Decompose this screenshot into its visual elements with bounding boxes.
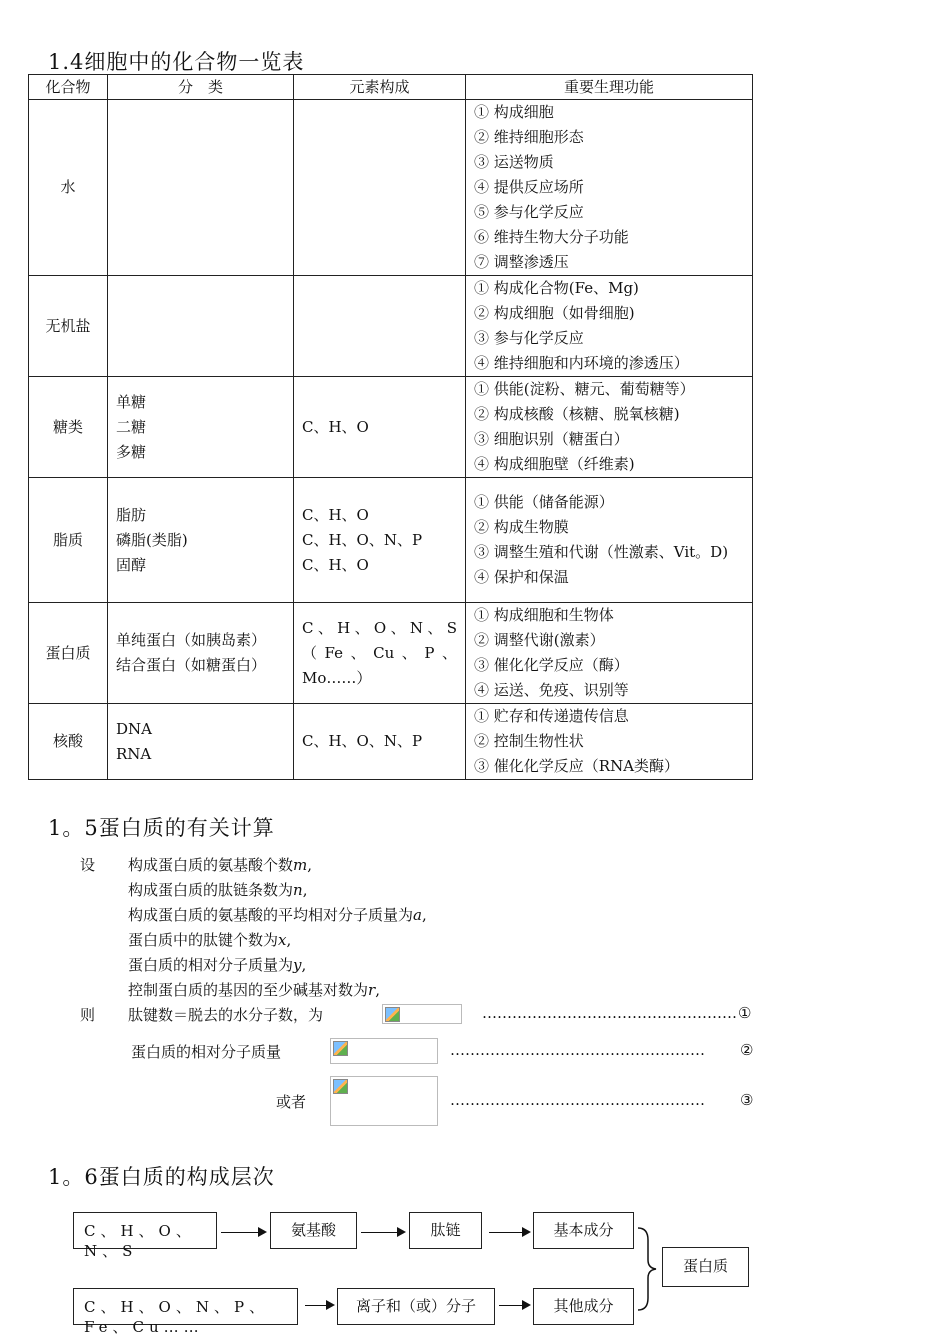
- box-elements-2-text: C、H、O、N、P、Fe、Cu……: [84, 1298, 270, 1336]
- given-post: ,: [302, 881, 308, 899]
- elements-cell: [294, 478, 466, 603]
- table-row: [29, 377, 753, 478]
- function-line: ② 构成细胞（如骨细胞): [474, 304, 635, 322]
- box-elements-2: [73, 1288, 298, 1336]
- broken-image-icon: [333, 1079, 348, 1094]
- function-line: ④ 运送、免疫、识别等: [474, 681, 629, 699]
- given-line: [128, 904, 427, 925]
- elements-line: C、H、O: [302, 417, 369, 436]
- given-post: ,: [286, 931, 292, 949]
- given-pre: 构成蛋白质的氨基酸的平均相对分子质量为: [128, 906, 414, 924]
- elements-line: C、H、O: [302, 555, 369, 574]
- function-line: ① 构成细胞: [474, 103, 554, 121]
- elements-line: C、H、O、N、S（Fe、Cu、P、Mo……）: [302, 618, 457, 687]
- given-var: r: [368, 981, 376, 999]
- function-line: ① 构成细胞和生物体: [474, 606, 614, 624]
- function-cell: [466, 478, 753, 603]
- function-line: ④ 保护和保温: [474, 568, 569, 586]
- given-var: m: [293, 856, 308, 874]
- section-15-title: 1。5蛋白质的有关计算: [48, 816, 275, 840]
- given-post: ,: [375, 981, 380, 999]
- formula-image-1: [382, 1004, 462, 1024]
- function-line: ③ 参与化学反应: [474, 329, 584, 347]
- box-peptide: [409, 1212, 482, 1249]
- box-protein: [662, 1247, 749, 1287]
- equation-3-label: 或者: [276, 1093, 307, 1111]
- arrow-1: [221, 1232, 265, 1233]
- then-word: 则: [80, 1006, 96, 1024]
- category-cell: [108, 603, 294, 704]
- given-pre: 控制蛋白质的基因的至少碱基对数为: [128, 981, 369, 999]
- arrow-3: [489, 1232, 529, 1233]
- elements-cell: [294, 377, 466, 478]
- formula-image-2: [330, 1038, 438, 1064]
- compound-name: 无机盐: [29, 276, 108, 377]
- category-cell: [108, 276, 294, 377]
- box-ions-molecules-text: 离子和（或）分子: [355, 1297, 476, 1315]
- arrow-4: [305, 1305, 333, 1306]
- given-line: [128, 954, 306, 975]
- header-function: 重要生理功能: [466, 75, 753, 100]
- function-cell: [466, 603, 753, 704]
- box-amino-acid: [270, 1212, 357, 1249]
- category-line: 二糖: [116, 417, 147, 436]
- function-line: ⑤ 参与化学反应: [474, 203, 584, 221]
- given-post: ,: [421, 906, 427, 924]
- box-basic-component-text: 基本成分: [553, 1221, 614, 1239]
- function-line: ① 贮存和传递遗传信息: [474, 707, 629, 725]
- function-cell: [466, 704, 753, 780]
- table-row: [29, 704, 753, 780]
- function-line: ① 构成化合物(Fe、Mg): [474, 279, 639, 297]
- given-post: ,: [301, 956, 307, 974]
- box-elements-1-text: C、H、O、N、S: [84, 1222, 196, 1260]
- given-pre: 构成蛋白质的氨基酸个数: [128, 856, 294, 874]
- category-cell: [108, 478, 294, 603]
- category-line: 单糖: [116, 392, 147, 411]
- elements-cell: [294, 603, 466, 704]
- category-cell: [108, 704, 294, 780]
- dots-1: ……………………………………………: [482, 1004, 737, 1022]
- box-ions-molecules: [337, 1288, 495, 1325]
- section-14-title: 1.4细胞中的化合物一览表: [48, 50, 305, 74]
- function-cell: [466, 100, 753, 276]
- table-row: [29, 276, 753, 377]
- function-line: ② 构成生物膜: [474, 518, 569, 536]
- given-line: [128, 929, 291, 950]
- header-elements: 元素构成: [294, 75, 466, 100]
- elements-line: C、H、O: [302, 505, 369, 524]
- brace: [636, 1226, 660, 1312]
- compound-table: [28, 74, 753, 780]
- box-basic-component: [533, 1212, 634, 1249]
- function-line: ③ 催化化学反应（酶）: [474, 656, 629, 674]
- function-line: ② 调整代谢(激素）: [474, 631, 605, 649]
- function-line: ④ 维持细胞和内环境的渗透压）: [474, 354, 689, 372]
- category-line: 结合蛋白（如糖蛋白）: [116, 656, 267, 674]
- box-other-component: [533, 1288, 634, 1325]
- box-other-component-text: 其他成分: [553, 1297, 614, 1315]
- box-peptide-text: 肽链: [430, 1221, 461, 1239]
- compound-name: 脂质: [29, 478, 108, 603]
- function-cell: [466, 377, 753, 478]
- elements-line: C、H、O、N、P: [302, 732, 423, 750]
- category-line: 固醇: [116, 555, 147, 574]
- given-var: a: [413, 906, 422, 924]
- dots-3: ……………………………………………: [450, 1091, 705, 1109]
- function-line: ③ 调整生殖和代谢（性激素、Vit。D): [474, 543, 729, 561]
- header-compound: 化合物: [29, 75, 108, 100]
- table-row: [29, 100, 753, 276]
- function-line: ④ 构成细胞壁（纤维素): [474, 455, 635, 473]
- given-line: [128, 979, 380, 1000]
- function-line: ③ 催化化学反应（RNA类酶）: [474, 757, 680, 775]
- category-line: RNA: [116, 744, 152, 763]
- elements-cell: [294, 100, 466, 276]
- elements-line: C、H、O、N、P: [302, 530, 423, 549]
- dots-2: ……………………………………………: [450, 1041, 705, 1059]
- compound-name: 水: [29, 100, 108, 276]
- function-line: ④ 提供反应场所: [474, 178, 584, 196]
- broken-image-icon: [333, 1041, 348, 1056]
- formula-image-3: [330, 1076, 438, 1126]
- table-header-row: [29, 75, 753, 100]
- table-row: [29, 603, 753, 704]
- category-line: 磷脂(类脂): [116, 530, 188, 549]
- given-line: [128, 854, 312, 875]
- broken-image-icon: [385, 1007, 400, 1022]
- given-var: n: [293, 881, 303, 899]
- function-line: ① 供能（储备能源）: [474, 493, 614, 511]
- arrow-2: [361, 1232, 404, 1233]
- function-line: ③ 运送物质: [474, 153, 554, 171]
- given-pre: 构成蛋白质的肽链条数为: [128, 881, 294, 899]
- function-line: ① 供能(淀粉、糖元、葡萄糖等）: [474, 380, 695, 398]
- given-var: y: [293, 956, 302, 974]
- header-category: 分 类: [108, 75, 294, 100]
- function-line: ⑦ 调整渗透压: [474, 253, 569, 271]
- compound-name: 糖类: [29, 377, 108, 478]
- function-line: ② 维持细胞形态: [474, 128, 584, 146]
- mark-3: ③: [740, 1091, 754, 1109]
- elements-cell: [294, 704, 466, 780]
- table-row: [29, 478, 753, 603]
- given-pre: 蛋白质的相对分子质量为: [128, 956, 294, 974]
- elements-cell: [294, 276, 466, 377]
- function-line: ② 控制生物性状: [474, 732, 584, 750]
- mark-1: ①: [738, 1004, 752, 1022]
- function-line: ⑥ 维持生物大分子功能: [474, 228, 629, 246]
- category-line: DNA: [116, 719, 152, 738]
- function-cell: [466, 276, 753, 377]
- compound-name: 蛋白质: [29, 603, 108, 704]
- box-elements-1: [73, 1212, 217, 1260]
- given-post: ,: [307, 856, 313, 874]
- given-line: [128, 879, 307, 900]
- arrow-5: [499, 1305, 529, 1306]
- category-cell: [108, 377, 294, 478]
- category-line: 脂肪: [116, 505, 147, 524]
- given-pre: 蛋白质中的肽键个数为: [128, 931, 279, 949]
- function-line: ② 构成核酸（核糖、脱氧核糖): [474, 405, 680, 423]
- given-var: x: [278, 931, 287, 949]
- mark-2: ②: [740, 1041, 754, 1059]
- box-amino-acid-text: 氨基酸: [290, 1221, 336, 1239]
- box-protein-text: 蛋白质: [682, 1257, 728, 1275]
- category-cell: [108, 100, 294, 276]
- category-line: 多糖: [116, 442, 147, 461]
- compound-name: 核酸: [29, 704, 108, 780]
- section-16-title: 1。6蛋白质的构成层次: [48, 1165, 275, 1189]
- equation-2-label: 蛋白质的相对分子质量: [131, 1043, 282, 1061]
- equation-1-label: 肽键数＝脱去的水分子数，为: [128, 1006, 324, 1024]
- category-line: 单纯蛋白（如胰岛素）: [116, 631, 267, 649]
- function-line: ③ 细胞识别（糖蛋白）: [474, 430, 629, 448]
- let-word: 设: [80, 856, 96, 874]
